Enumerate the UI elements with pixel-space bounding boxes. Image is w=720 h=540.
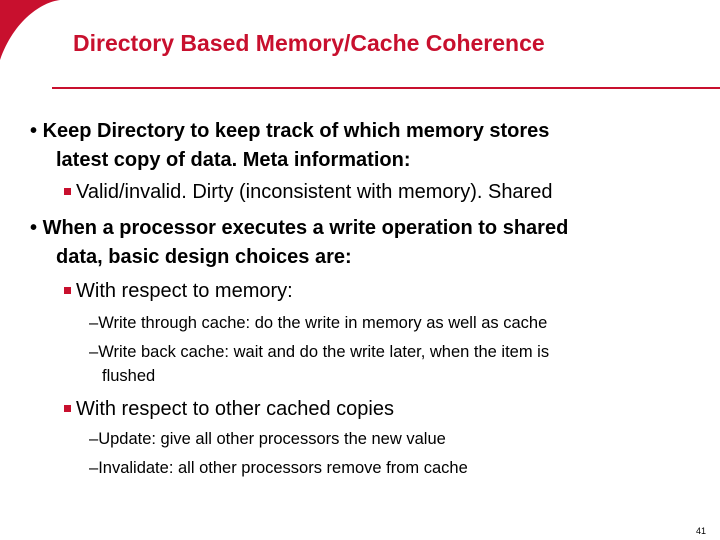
dash-marker: – bbox=[89, 430, 99, 448]
dash-item-text: Invalidate: all other processors remove from cache bbox=[98, 459, 468, 477]
bullet-marker: • bbox=[30, 217, 38, 239]
dash-item-text: flushed bbox=[102, 367, 156, 385]
bullet-1-line-2 bbox=[56, 149, 410, 172]
sub-bullet-text: With respect to memory: bbox=[76, 280, 293, 302]
sub-bullet-2-2 bbox=[64, 398, 394, 421]
dash-item-1 bbox=[89, 314, 547, 333]
dash-item-3 bbox=[89, 430, 446, 449]
bullet-1-line-1 bbox=[30, 120, 549, 143]
dash-item-text: Write back cache: wait and do the write later, when the item is bbox=[98, 343, 550, 361]
dash-item-4 bbox=[89, 459, 468, 478]
square-bullet-icon bbox=[64, 287, 71, 294]
bullet-text: latest copy of data. Meta information: bbox=[56, 149, 411, 171]
dash-item-2 bbox=[89, 343, 549, 362]
sub-bullet-2-1 bbox=[64, 280, 293, 303]
page-number: 41 bbox=[695, 526, 706, 536]
dash-marker: – bbox=[89, 314, 99, 332]
sub-bullet-text: With respect to other cached copies bbox=[76, 398, 394, 420]
dash-item-2-continuation bbox=[102, 367, 155, 386]
sub-bullet-text: Valid/invalid. Dirty (inconsistent with memory). Shared bbox=[76, 181, 553, 203]
sub-bullet-1-1 bbox=[64, 181, 552, 204]
square-bullet-icon bbox=[64, 405, 71, 412]
bullet-2-line-2 bbox=[56, 246, 352, 269]
square-bullet-icon bbox=[64, 188, 71, 195]
bullet-text: data, basic design choices are: bbox=[56, 246, 352, 268]
dash-item-text: Update: give all other processors the new value bbox=[98, 430, 446, 448]
slide-title: Directory Based Memory/Cache Coherence bbox=[73, 30, 545, 56]
bullet-text: When a processor executes a write operation to shared bbox=[42, 217, 569, 239]
bullet-marker: • bbox=[30, 120, 38, 142]
bullet-text: Keep Directory to keep track of which memory stores bbox=[42, 120, 550, 142]
dash-marker: – bbox=[89, 343, 99, 361]
dash-item-text: Write through cache: do the write in memory as well as cache bbox=[98, 314, 548, 332]
dash-marker: – bbox=[89, 459, 99, 477]
bullet-2-line-1 bbox=[30, 217, 568, 240]
